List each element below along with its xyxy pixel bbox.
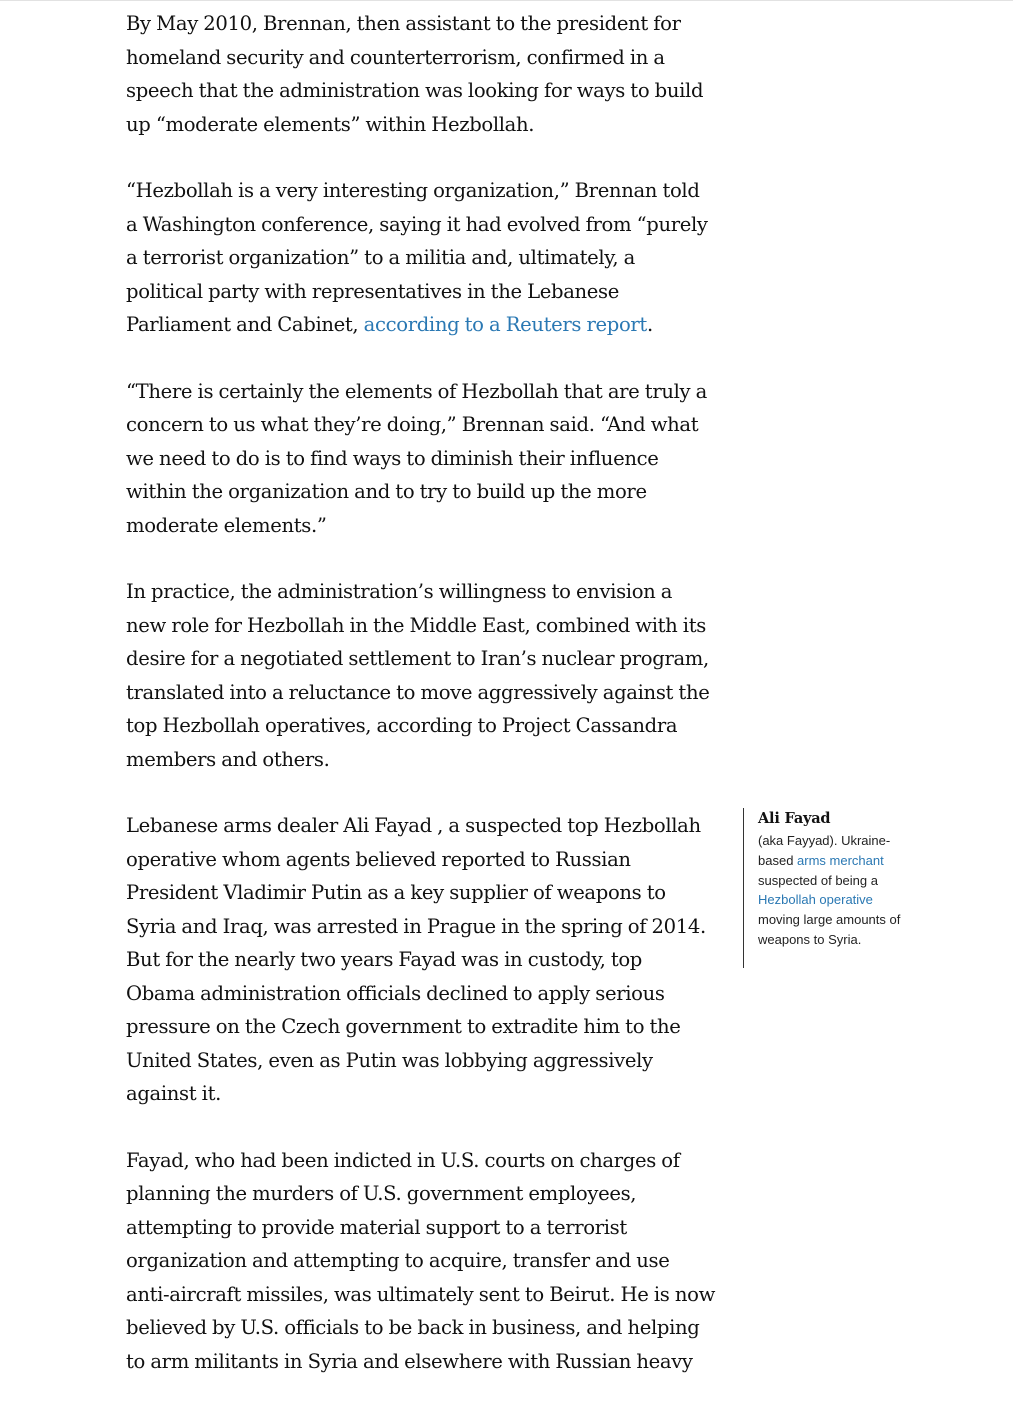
arms-merchant-link[interactable]: arms merchant [797,852,884,868]
sidebar-note-title: Ali Fayad [758,810,831,827]
article-paragraph-2 [126,174,716,342]
paragraph-2-text-before: “Hezbollah is a very interesting organization,” Brennan told a Washington conference, saying it had evolved from “purely a terrorist organization” to a militia and, ultimately, a political party with representatives in the Lebanese Parliament and Cabinet, [126,179,708,336]
sidebar-text-3: moving large amounts of weapons to Syria. [758,912,901,947]
article-paragraph-1: By May 2010, Brennan, then assistant to the president for homeland security and counterterrorism, confirmed in a speech that the administration was looking for ways to build up “moderate elements” within Hezbollah. [126,12,704,136]
top-divider [0,0,1013,1]
article-paragraph-5: Lebanese arms dealer Ali Fayad , a suspected top Hezbollah operative whom agents believed reported to Russian President Vladimir Putin as a key supplier of weapons to Syria and Iraq, was arrested in Prague in the spring of 2014. But for the nearly two years Fayad was in custody, top Obama administration officials declined to apply serious pressure on the Czech government to extradite him to the United States, even as Putin was lobbying aggressively against it. [126,814,706,1105]
hezbollah-operative-link[interactable]: Hezbollah operative [758,892,873,908]
sidebar-note-body [758,831,904,950]
paragraph-2-text-after: . [646,313,653,336]
sidebar-note-ali-fayad [743,808,903,968]
article-paragraph-3: “There is certainly the elements of Hezbollah that are truly a concern to us what they’re doing,” Brennan said. “And what we need to do is to find ways to diminish their influence within the organization and to try to build up the more moderate elements.” [126,379,707,537]
article-body [126,7,716,1411]
article-paragraph-4: In practice, the administration’s willingness to envision a new role for Hezbollah in the Middle East, combined with its desire for a negotiated settlement to Iran’s nuclear program, translated into a reluctance to move aggressively against the top Hezbollah operatives, according to Project Cassandra members and others. [126,580,710,771]
sidebar-text-2: suspected of being a [758,872,878,888]
sidebar-text-1: (aka Fayyad). Ukraine-based [758,833,891,868]
article-paragraph-6: Fayad, who had been indicted in U.S. courts on charges of planning the murders of U.S. government employees, attempting to provide material support to a terrorist organization and attempting to acquire, transfer and use anti-aircraft missiles, was ultimately sent to Beirut. He is now believed by U.S. officials to be back in business, and helping to arm militants in Syria and elsewhere with Russian heavy [126,1148,716,1373]
reuters-report-link[interactable]: according to a Reuters report [363,313,647,336]
